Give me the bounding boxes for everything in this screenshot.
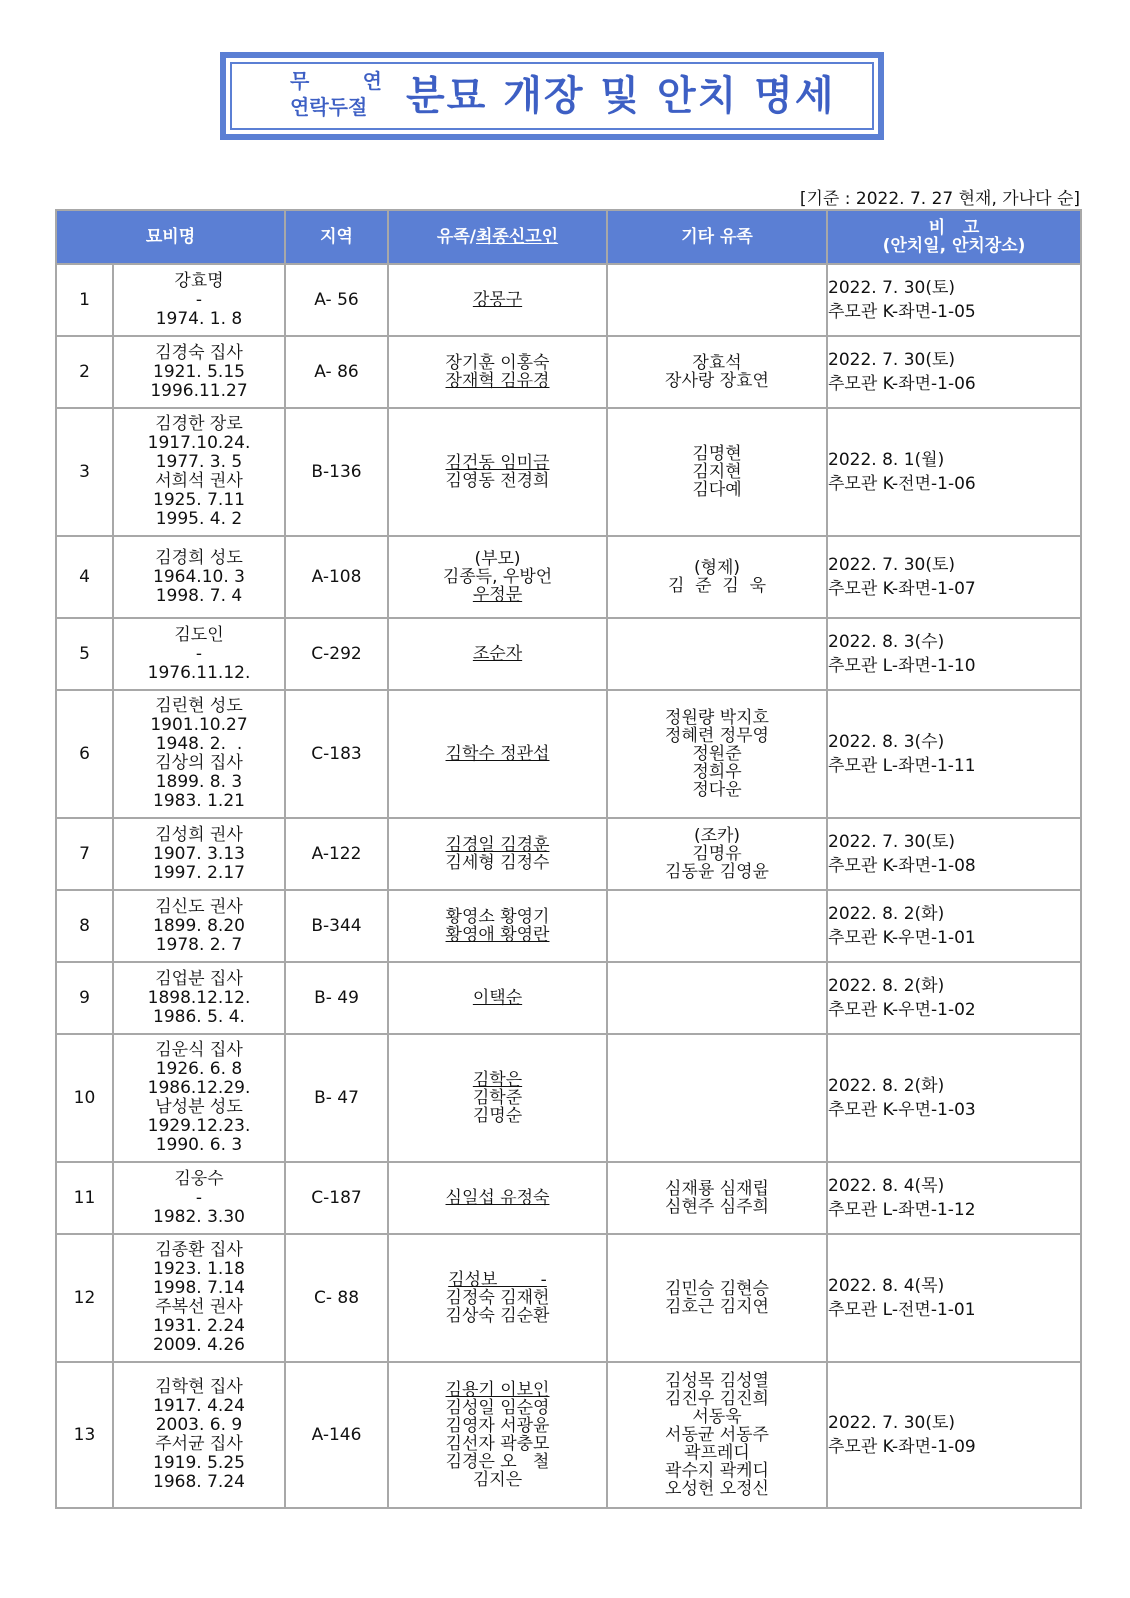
family-line: 황영소 황영기: [445, 907, 550, 927]
table-row: [56, 890, 1081, 962]
other-family-line: 김지현: [692, 462, 742, 482]
area-code-cell: A- 86: [285, 336, 388, 408]
grave-name-line: 김경한 장로: [155, 414, 243, 434]
note-line: 2022. 7. 30(토): [828, 1413, 956, 1433]
note-line: 추모관 K-우면-1-03: [828, 1100, 976, 1120]
note-line: 추모관 K-좌면-1-07: [828, 579, 976, 599]
header-other: 기타 유족: [607, 210, 827, 264]
family-cell: [388, 818, 607, 890]
area-code-cell: A-108: [285, 536, 388, 618]
header-family: [388, 210, 607, 264]
family-line: 김종득, 우방언: [442, 567, 553, 587]
family-cell: [388, 408, 607, 536]
family-line: 김용기 이보인: [445, 1380, 550, 1400]
family-line: 김성일 임순영: [445, 1398, 550, 1418]
title-small-char-1: 무: [290, 69, 310, 93]
family-line: 김학은: [472, 1070, 523, 1090]
note-line: 추모관 L-좌면-1-12: [828, 1200, 976, 1220]
grave-name-line: 남성분 성도: [155, 1097, 243, 1117]
note-line: 2022. 8. 3(수): [828, 632, 945, 652]
grave-name-cell: [113, 618, 285, 690]
grave-name-line: 1929.12.23.: [147, 1116, 251, 1136]
other-family-line: 김 준 김 욱: [667, 576, 767, 596]
note-cell: [827, 618, 1081, 690]
grave-name-line: 1919. 5.25: [153, 1453, 245, 1473]
grave-name-line: 1998. 7. 4: [155, 585, 243, 606]
grave-name-line: 김웅수: [174, 1168, 224, 1189]
grave-name-line: 1976.11.12.: [147, 662, 251, 683]
family-cell: [388, 962, 607, 1034]
grave-name-line: 김업분 집사: [155, 968, 243, 989]
note-line: 2022. 7. 30(토): [828, 555, 956, 575]
grave-name-cell: [113, 1162, 285, 1234]
grave-name-cell: [113, 264, 285, 336]
other-family-line: 김성목 김성열: [665, 1371, 769, 1391]
other-family-cell: [607, 264, 827, 336]
note-cell: [827, 962, 1081, 1034]
area-code-cell: A-146: [285, 1362, 388, 1508]
note-line: 추모관 K-전면-1-06: [828, 474, 976, 494]
page-title: 분묘 개장 및 안치 명세: [406, 73, 836, 119]
grave-name-line: 서희석 권사: [155, 471, 243, 491]
area-code-cell: B-344: [285, 890, 388, 962]
family-cell: [388, 890, 607, 962]
grave-name-line: 김경숙 집사: [155, 342, 243, 363]
grave-name-cell: [113, 890, 285, 962]
grave-name-line: 1901.10.27: [150, 715, 248, 735]
header-note-line2: (안치일, 안치장소): [882, 236, 1026, 256]
area-code-cell: C-187: [285, 1162, 388, 1234]
other-family-line: 김동윤 김영윤: [665, 862, 769, 882]
other-family-line: 심재룡 심재립: [665, 1179, 769, 1199]
area-code-cell: A-122: [285, 818, 388, 890]
grave-name-line: 1898.12.12.: [147, 987, 251, 1008]
grave-name-line: 1917.10.24.: [147, 433, 251, 453]
note-cell: [827, 1234, 1081, 1362]
grave-name-cell: [113, 1234, 285, 1362]
grave-name-line: 1923. 1.18: [153, 1259, 245, 1279]
grave-name-line: 1917. 4.24: [153, 1396, 245, 1416]
note-line: 추모관 L-전면-1-01: [828, 1300, 976, 1320]
other-family-line: 정원량 박지호: [665, 708, 769, 728]
family-line: 김선자 곽충모: [445, 1434, 550, 1454]
note-cell: [827, 1034, 1081, 1162]
family-line: 우정문: [472, 585, 523, 605]
row-number-cell: 2: [56, 336, 113, 408]
note-line: 2022. 8. 2(화): [828, 976, 945, 996]
row-number-cell: 9: [56, 962, 113, 1034]
other-family-line: 정원준: [692, 744, 742, 764]
family-line: 김경일 김경훈: [445, 835, 550, 855]
note-line: 2022. 7. 30(토): [828, 278, 956, 298]
header-family-b: 최종신고인: [475, 227, 559, 247]
grave-name-line: 1931. 2.24: [153, 1316, 245, 1336]
grave-name-cell: [113, 962, 285, 1034]
grave-name-line: 1986. 5. 4.: [153, 1006, 245, 1027]
family-cell: [388, 336, 607, 408]
grave-name-line: -: [195, 289, 203, 310]
family-cell: [388, 536, 607, 618]
header-name: 묘비명: [56, 210, 285, 264]
note-line: 추모관 K-좌면-1-05: [828, 302, 976, 322]
note-cell: [827, 690, 1081, 818]
row-number-cell: 8: [56, 890, 113, 962]
row-number-cell: 1: [56, 264, 113, 336]
title-box: [220, 52, 884, 140]
note-line: 2022. 8. 2(화): [828, 1076, 945, 1096]
family-line: 김상숙 김순환: [445, 1306, 550, 1326]
note-cell: [827, 408, 1081, 536]
family-cell: [388, 618, 607, 690]
note-line: 추모관 K-좌면-1-06: [828, 374, 976, 394]
grave-name-line: 1921. 5.15: [153, 361, 245, 382]
other-family-line: 김민승 김현승: [665, 1279, 769, 1299]
family-cell: [388, 1034, 607, 1162]
other-family-line: 서동균 서동주: [665, 1425, 769, 1445]
grave-name-line: 1926. 6. 8: [155, 1059, 243, 1079]
row-number-cell: 7: [56, 818, 113, 890]
grave-name-cell: [113, 1362, 285, 1508]
table-row: [56, 536, 1081, 618]
note-line: 2022. 8. 2(화): [828, 904, 945, 924]
grave-name-line: 1964.10. 3: [153, 566, 245, 587]
table-row: [56, 336, 1081, 408]
note-line: 추모관 K-우면-1-01: [828, 928, 976, 948]
table-row: [56, 1362, 1081, 1508]
note-line: 추모관 L-좌면-1-11: [828, 756, 976, 776]
title-small-label: [290, 68, 382, 120]
other-family-cell: [607, 690, 827, 818]
other-family-line: 장사랑 장효연: [665, 371, 769, 391]
family-line: 김정숙 김재헌: [445, 1288, 550, 1308]
other-family-line: 김다예: [692, 480, 742, 500]
grave-name-line: 1998. 7.14: [153, 1278, 245, 1298]
other-family-line: 김호근 김지연: [665, 1297, 769, 1317]
grave-name-line: 1982. 3.30: [153, 1206, 245, 1227]
note-cell: [827, 336, 1081, 408]
grave-name-cell: [113, 1034, 285, 1162]
other-family-line: 정다운: [692, 780, 742, 800]
note-cell: [827, 890, 1081, 962]
grave-name-line: 김린현 성도: [155, 696, 243, 716]
row-number-cell: 12: [56, 1234, 113, 1362]
area-code-cell: B-136: [285, 408, 388, 536]
grave-name-line: 김신도 권사: [155, 896, 243, 917]
note-cell: [827, 1162, 1081, 1234]
header-note-line1: 비 고: [928, 218, 980, 238]
note-line: 추모관 K-좌면-1-08: [828, 856, 976, 876]
other-family-line: 장효석: [692, 353, 742, 373]
grave-name-line: 1986.12.29.: [147, 1078, 251, 1098]
grave-name-line: 1974. 1. 8: [155, 308, 243, 329]
family-line: 김지은: [472, 1470, 523, 1490]
grave-name-line: 2003. 6. 9: [155, 1415, 243, 1435]
title-small-line2: 연락두절: [290, 95, 368, 119]
note-line: 2022. 8. 3(수): [828, 732, 945, 752]
grave-name-line: 1977. 3. 5: [155, 452, 243, 472]
grave-name-line: 1925. 7.11: [153, 490, 245, 510]
family-line: 김세형 김정수: [445, 853, 550, 873]
note-line: 2022. 8. 4(목): [828, 1276, 945, 1296]
note-cell: [827, 536, 1081, 618]
family-cell: [388, 690, 607, 818]
other-family-cell: [607, 818, 827, 890]
area-code-cell: A- 56: [285, 264, 388, 336]
family-cell: [388, 1362, 607, 1508]
note-line: 2022. 7. 30(토): [828, 350, 956, 370]
grave-name-line: 김학현 집사: [155, 1377, 243, 1397]
area-code-cell: C- 88: [285, 1234, 388, 1362]
family-cell: [388, 1162, 607, 1234]
other-family-line: 김진우 김진희: [665, 1389, 769, 1409]
grave-name-line: 1948. 2. .: [155, 734, 243, 754]
other-family-cell: [607, 1362, 827, 1508]
grave-name-cell: [113, 818, 285, 890]
note-cell: [827, 818, 1081, 890]
other-family-cell: [607, 1034, 827, 1162]
note-cell: [827, 264, 1081, 336]
area-code-cell: B- 49: [285, 962, 388, 1034]
other-family-line: 김명현: [692, 444, 742, 464]
note-line: 2022. 8. 4(목): [828, 1176, 945, 1196]
other-family-cell: [607, 618, 827, 690]
row-number-cell: 4: [56, 536, 113, 618]
other-family-cell: [607, 408, 827, 536]
other-family-line: 곽프레디: [684, 1443, 750, 1463]
grave-name-line: 1997. 2.17: [153, 862, 245, 883]
row-number-cell: 10: [56, 1034, 113, 1162]
grave-name-cell: [113, 408, 285, 536]
grave-name-line: 김도인: [174, 624, 224, 645]
grave-name-line: 1990. 6. 3: [155, 1135, 243, 1155]
other-family-line: 오성헌 오정신: [665, 1479, 769, 1499]
note-line: 추모관 K-우면-1-02: [828, 1000, 976, 1020]
other-family-line: 서동욱: [692, 1407, 742, 1427]
grave-name-cell: [113, 536, 285, 618]
grave-name-line: 강효명: [174, 270, 224, 291]
other-family-cell: [607, 962, 827, 1034]
grave-name-line: 1995. 4. 2: [155, 509, 243, 529]
table-header-row: [56, 210, 1081, 264]
grave-name-line: 김종환 집사: [155, 1240, 243, 1260]
other-family-cell: [607, 1162, 827, 1234]
grave-name-line: 주복선 권사: [155, 1297, 243, 1317]
table-row: [56, 818, 1081, 890]
family-line: (부모): [474, 549, 521, 569]
table-body: [56, 264, 1081, 1508]
grave-name-line: 1899. 8. 3: [155, 772, 243, 792]
grave-name-line: -: [195, 1187, 203, 1208]
grave-name-line: 1978. 2. 7: [155, 934, 243, 955]
grave-table: [55, 209, 1082, 1509]
family-line: 김학수 정관섭: [445, 744, 550, 764]
other-family-line: (형제): [693, 558, 741, 578]
family-line: 강몽구: [472, 290, 523, 310]
grave-name-line: 김성희 권사: [155, 824, 243, 845]
grave-name-line: 1907. 3.13: [153, 843, 245, 864]
other-family-cell: [607, 336, 827, 408]
other-family-line: 정혜련 정무영: [665, 726, 769, 746]
grave-name-line: 김상의 집사: [155, 753, 243, 773]
other-family-cell: [607, 536, 827, 618]
table-row: [56, 1162, 1081, 1234]
grave-name-line: -: [195, 643, 203, 664]
area-code-cell: C-183: [285, 690, 388, 818]
area-code-cell: B- 47: [285, 1034, 388, 1162]
table-row: [56, 264, 1081, 336]
grave-name-line: 1899. 8.20: [153, 915, 245, 936]
row-number-cell: 11: [56, 1162, 113, 1234]
row-number-cell: 3: [56, 408, 113, 536]
note-line: 2022. 8. 1(월): [828, 450, 945, 470]
table-row: [56, 1234, 1081, 1362]
row-number-cell: 13: [56, 1362, 113, 1508]
note-line: 2022. 7. 30(토): [828, 832, 956, 852]
grave-name-line: 김운식 집사: [155, 1040, 243, 1060]
row-number-cell: 6: [56, 690, 113, 818]
family-line: 이택순: [472, 988, 523, 1008]
table-row: [56, 690, 1081, 818]
table-row: [56, 618, 1081, 690]
note-line: 추모관 K-좌면-1-09: [828, 1437, 976, 1457]
family-line: 황영애 황영란: [445, 925, 550, 945]
basis-note: [기준 : 2022. 7. 27 현재, 가나다 순]: [799, 189, 1080, 209]
grave-name-line: 1983. 1.21: [153, 791, 245, 811]
other-family-line: (조카): [693, 826, 741, 846]
family-line: 장기훈 이홍숙: [445, 353, 550, 373]
header-family-a: 유족/: [436, 227, 476, 247]
table-row: [56, 962, 1081, 1034]
table-row: [56, 408, 1081, 536]
family-line: 심일섭 유정숙: [445, 1188, 550, 1208]
note-line: 추모관 L-좌면-1-10: [828, 656, 976, 676]
table-row: [56, 1034, 1081, 1162]
other-family-line: 김명유: [692, 844, 742, 864]
grave-name-cell: [113, 336, 285, 408]
title-small-char-2: 연: [362, 69, 382, 93]
grave-name-line: 1968. 7.24: [153, 1472, 245, 1492]
grave-name-line: 1996.11.27: [150, 380, 248, 401]
other-family-cell: [607, 890, 827, 962]
area-code-cell: C-292: [285, 618, 388, 690]
other-family-line: 심현주 심주희: [665, 1197, 769, 1217]
header-note: [827, 210, 1081, 264]
family-cell: [388, 1234, 607, 1362]
family-cell: [388, 264, 607, 336]
note-cell: [827, 1362, 1081, 1508]
grave-name-cell: [113, 690, 285, 818]
header-area: 지역: [285, 210, 388, 264]
family-line: 김경은 오 철: [445, 1452, 550, 1472]
other-family-line: 정희우: [692, 762, 742, 782]
family-line: 김명순: [472, 1106, 523, 1126]
grave-name-line: 김경희 성도: [155, 547, 243, 568]
row-number-cell: 5: [56, 618, 113, 690]
grave-name-line: 주서균 집사: [155, 1434, 243, 1454]
family-line: 김학준: [472, 1088, 523, 1108]
other-family-cell: [607, 1234, 827, 1362]
family-line: 김성보 -: [448, 1270, 547, 1290]
family-line: 조순자: [472, 644, 523, 664]
family-line: 김영동 전경희: [445, 471, 550, 491]
grave-name-line: 2009. 4.26: [153, 1335, 245, 1355]
family-line: 장재혁 김유경: [445, 371, 550, 391]
other-family-line: 곽수지 곽케디: [665, 1461, 769, 1481]
family-line: 김영자 서광윤: [445, 1416, 550, 1436]
family-line: 김건동 임미금: [445, 453, 550, 473]
